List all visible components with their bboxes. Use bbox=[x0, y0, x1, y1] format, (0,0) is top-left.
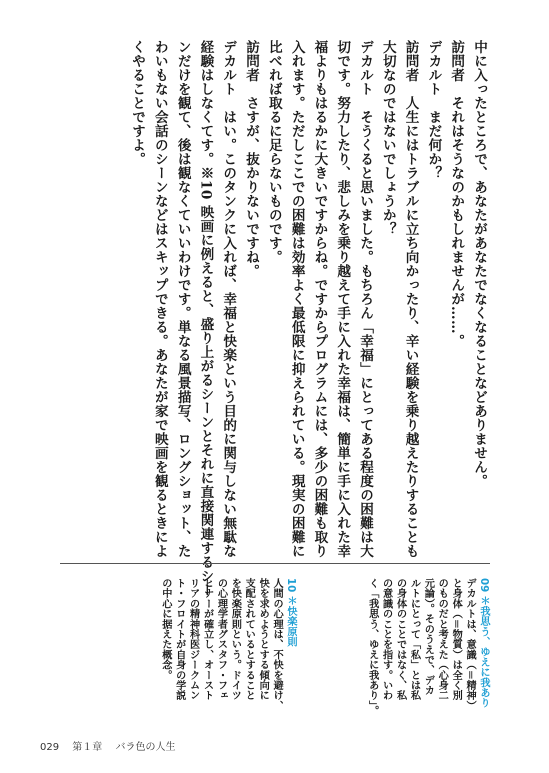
text-line: 比べれば取るに足らないものです。 bbox=[265, 40, 282, 264]
text-line: デカルト まだ何か？ bbox=[425, 40, 442, 180]
footnote-line: の中心に据えた概念。 bbox=[159, 578, 171, 680]
text-line: わいもない会話のシーンなどはスキップできる。あなたが家で映画を観るときによ bbox=[151, 40, 168, 558]
text-line: 訪問者 人生にはトラブルに立ち向かったり、辛い経験を乗り越えたりすることも bbox=[402, 40, 419, 558]
footnote-title: 10 ＊快楽原則 bbox=[285, 578, 296, 647]
text-line: ンだけを観て、後は観なくていいわけです。単なる風景描写、ロングショット、た bbox=[174, 40, 191, 558]
footnote-line: の心理学者グスタフ・フェ bbox=[215, 578, 227, 701]
footnote-title: 09 ＊我思う、ゆえに我あり bbox=[478, 578, 489, 708]
footnote-line: く「我思う、ゆえに我あり」。 bbox=[366, 578, 378, 716]
text-line: 中に入ったところで、あなたがあなたでなくなることなどありません。 bbox=[471, 40, 487, 488]
text-line: 大切なのではないでしょうか？ bbox=[379, 40, 396, 236]
text-line: 訪問者 それはそうなのかもしれませんが……。 bbox=[448, 40, 465, 348]
footnote-line: の意識のことを指す。いわ bbox=[380, 578, 392, 701]
footnote-line: 支配されているとすること bbox=[243, 578, 255, 701]
text-line: くやることですよ。 bbox=[129, 40, 146, 166]
page-number: 029 bbox=[40, 742, 60, 753]
footnote-line: を快楽原則という。ドイツ bbox=[229, 578, 241, 701]
footnote-10 bbox=[159, 578, 297, 711]
text-line: 福よりもはるかに大きいですからね。ですからプログラムには、多少の困難も取り bbox=[311, 40, 328, 558]
footnote-line: ト・フロイトが自身の学説 bbox=[173, 578, 185, 701]
footnote-line: 快を求めようとする傾向に bbox=[257, 578, 269, 701]
notes-divider bbox=[60, 563, 490, 564]
footnote-09 bbox=[360, 578, 490, 716]
footnote-line: ルトにとって「私」とは私 bbox=[408, 578, 420, 701]
main-dialogue-text bbox=[60, 40, 490, 597]
footnote-line: 元論）。そのうえで、デカ bbox=[422, 578, 434, 696]
chapter-title: バラ色の人生 bbox=[115, 742, 176, 753]
footnote-line: と身体（＝物質）は全く別 bbox=[450, 578, 462, 701]
footnote-line: のものだと考えた（心身二 bbox=[436, 578, 448, 701]
footnote-line: リアの精神科医ジークムン bbox=[187, 578, 199, 701]
text-line: デカルト はい。このタンクに入れば、幸福と快楽という目的に関与しない無駄な bbox=[220, 40, 237, 558]
text-line: 入れます。ただしここでの困難は効率よく最低限に抑えられている。現実の困難に bbox=[288, 40, 305, 558]
footnote-line: 人間の心理は、不快を避け、 bbox=[271, 578, 283, 711]
page-footer bbox=[40, 738, 185, 754]
text-line: 訪問者 さすが、抜かりないですね。 bbox=[243, 40, 260, 278]
footnote-line: デカルトは、意識（＝精神） bbox=[464, 578, 476, 711]
text-line: デカルト そうくると思いました。もちろん「幸福」にとってある程度の困難は大 bbox=[357, 40, 374, 558]
chapter-label: 第１章 bbox=[72, 742, 103, 753]
text-line: 経験はしなくてす。※10 映画に例えると、盛り上がるシーンとそれに直接関連するシー bbox=[197, 40, 214, 597]
footnote-line: ヒナーが確立し、オースト bbox=[201, 578, 213, 701]
text-line: 切です。努力したり、悲しみを乗り越えて手に入れた幸福は、簡単に手に入れた幸 bbox=[334, 40, 351, 558]
footnote-line: の身体のことではなく、私 bbox=[394, 578, 406, 701]
